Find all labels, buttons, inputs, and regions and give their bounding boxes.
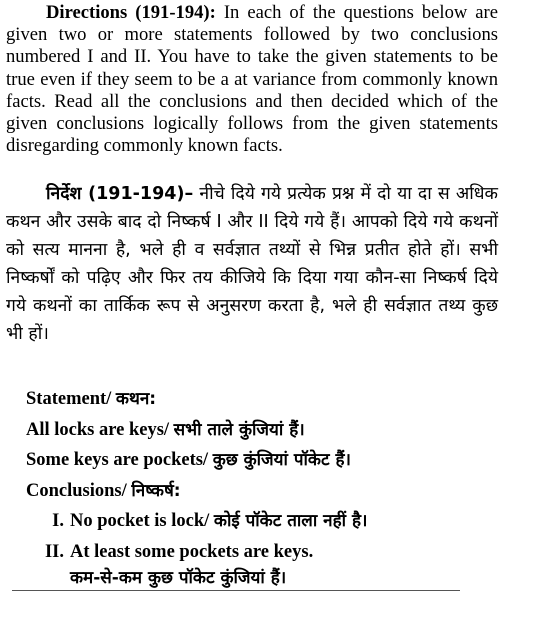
conclusion-1-hi: कोई पॉकेट ताला नहीं है।: [213, 511, 368, 531]
conclusion-1-number: I.: [52, 511, 64, 531]
conclusions-heading-en: Conclusions/: [26, 480, 127, 501]
bottom-divider: [12, 590, 460, 591]
statement-heading-hi: कथन:: [115, 389, 157, 409]
statement-heading: [26, 384, 526, 415]
statement-1: [26, 415, 526, 446]
conclusion-2-number: II.: [44, 541, 64, 562]
statement-2: [26, 445, 526, 476]
directions-paragraph: [6, 2, 498, 157]
statement-2-en: Some keys are pockets/: [26, 450, 209, 470]
directions-hindi-paragraph: [6, 180, 498, 348]
conclusion-2-en: At least some pockets are keys.: [70, 541, 314, 562]
question-block: [26, 384, 526, 593]
conclusion-1: [26, 506, 526, 537]
directions-hindi-text: नीचे दिये गये प्रत्येक प्रश्न में दो या दा स अधिक कथन और उसके बाद दो निष्कर्ष I और II दिये गये हैं। आपको दिये गये कथनों को सत्य मानना है, भले ही व सर्वज्ञात तथ्यों से भिन्न प्रतीत होते हों। सभी निष्कर्षों को पढ़िए और फिर तय कीजिये कि दिया गया कौन-सा निष्कर्ष दिये गये कथनों का तार्किक रूप से अनुसरण करता है, भले ही सर्वज्ञात तथ्य कुछ भी हों।: [6, 184, 498, 344]
conclusions-heading: [26, 476, 526, 507]
conclusion-1-en: No pocket is lock/: [70, 511, 210, 531]
statement-1-en: All locks are keys/: [26, 419, 170, 440]
conclusion-2: [26, 537, 526, 563]
directions-hindi-label: निर्देश (191-194)–: [46, 184, 194, 204]
statement-2-hi: कुछ कुंजियां पॉकेट हैं।: [212, 450, 351, 470]
statement-heading-en: Statement/: [26, 389, 112, 409]
conclusions-heading-hi: निष्कर्ष:: [131, 480, 181, 501]
conclusion-2-hi: कम-से-कम कुछ पॉकेट कुंजियां हैं।: [70, 567, 287, 588]
directions-label: Directions (191-194):: [46, 2, 216, 23]
statement-1-hi: सभी ताले कुंजियां हैं।: [173, 419, 305, 440]
conclusion-2-hindi-line: [26, 563, 526, 594]
directions-text: In each of the questions below are given two or more statements followed by two conclusions numbered I and II. You have to take the given statements to be true even if they seem to be a at variance from commonly known facts. Read all the conclusions and then decided which of the given conclusions logically follows from the given statements disregarding commonly known facts.: [6, 2, 498, 157]
